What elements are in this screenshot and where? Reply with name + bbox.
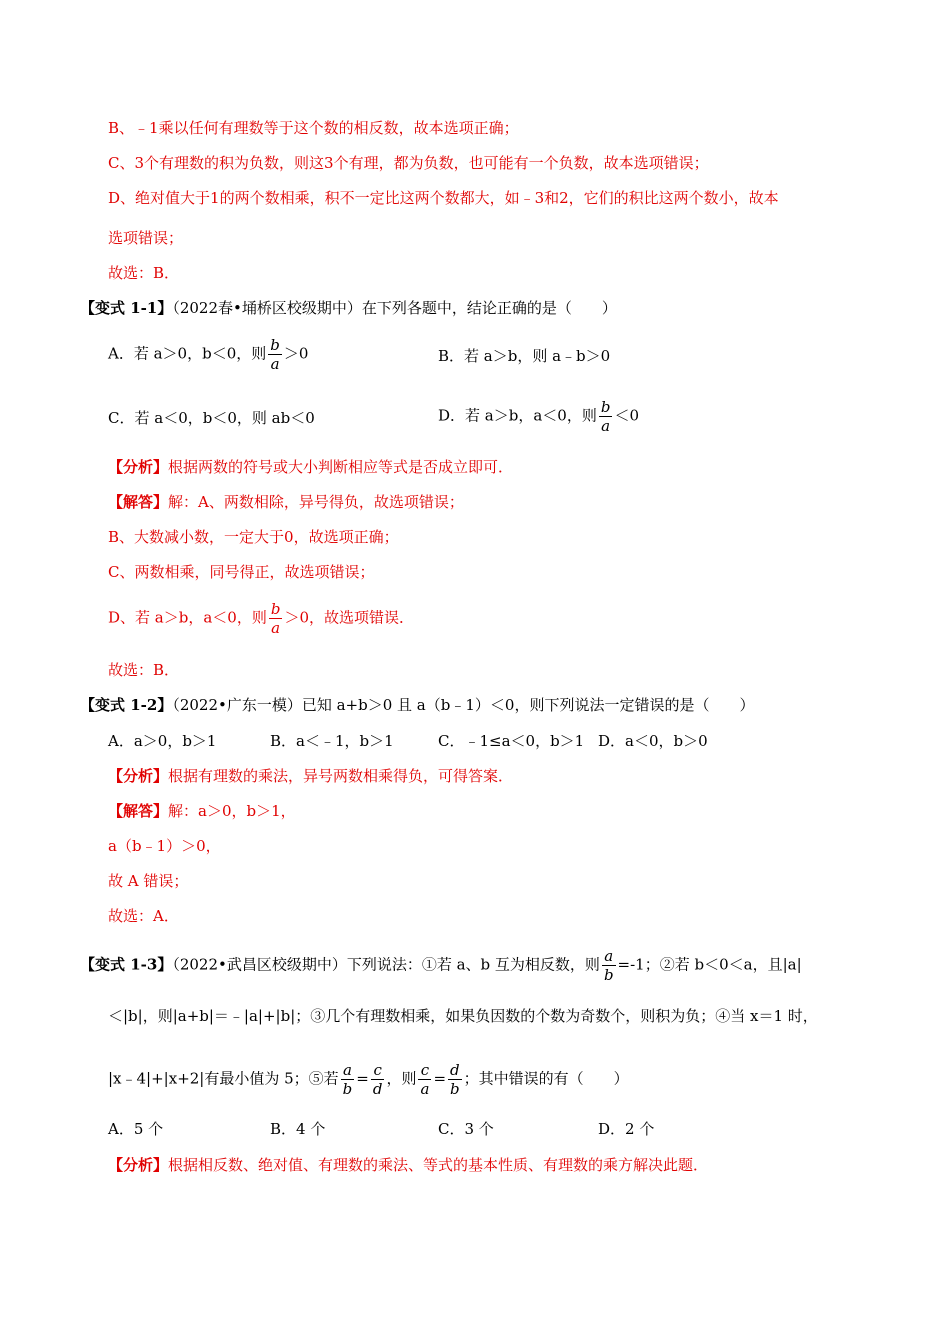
question-tag: 【变式 1-3】 xyxy=(80,955,173,974)
fraction xyxy=(602,947,616,984)
option-a: A．a＞0，b＞1 xyxy=(108,732,217,750)
option-b: B．若 a＞b，则 a﹣b＞0 xyxy=(438,347,611,365)
solution-choice: 故选：B． xyxy=(108,264,180,282)
fraction xyxy=(269,600,283,637)
answer-text: 解：a＞0，b＞1， xyxy=(168,802,296,820)
answer-choice: 故选：B． xyxy=(108,661,180,679)
analysis xyxy=(108,457,513,477)
numerator: a xyxy=(341,1061,355,1080)
question-1-1 xyxy=(80,298,617,318)
denominator: a xyxy=(420,1080,430,1098)
numerator: b xyxy=(270,600,281,618)
answer-line-b: B、大数减小数，一定大于0，故选项正确； xyxy=(108,528,399,546)
analysis xyxy=(108,766,513,786)
question-text: =-1；②若 b＜0＜a，且|a| xyxy=(617,955,802,974)
answer-text: D、若 a＞b，a＜0，则 xyxy=(108,608,267,627)
question-text: ，则 xyxy=(386,1069,417,1088)
numerator: c xyxy=(418,1061,431,1080)
option-c: C．若 a＜0，b＜0，则 ab＜0 xyxy=(108,409,315,427)
option-b: B．4 个 xyxy=(270,1120,326,1138)
option-d: D．2 个 xyxy=(598,1120,655,1138)
analysis-tag: 【分析】 xyxy=(108,458,169,476)
question-1-2 xyxy=(80,695,754,715)
option-b: B．a＜﹣1，b＞1 xyxy=(270,732,394,750)
equals-sign: = xyxy=(433,1069,447,1088)
answer xyxy=(108,492,464,512)
equals-sign: = xyxy=(356,1069,369,1088)
numerator: a xyxy=(602,947,616,966)
fraction xyxy=(448,1061,462,1098)
answer xyxy=(108,801,296,821)
answer-line: a（b﹣1）＞0， xyxy=(108,837,221,855)
numerator: d xyxy=(450,1061,460,1079)
option-d xyxy=(438,398,639,435)
analysis xyxy=(108,1155,708,1175)
answer-text: ＞0，故选项错误． xyxy=(284,608,414,627)
denominator: a xyxy=(601,417,611,435)
option-d: D．a＜0，b＞0 xyxy=(598,732,708,750)
option-c: C．3 个 xyxy=(438,1120,494,1138)
fraction xyxy=(371,1061,385,1098)
numerator: b xyxy=(270,336,280,354)
answer-text: 解：A、两数相除，异号得负，故选项错误； xyxy=(168,493,464,511)
fraction xyxy=(599,398,613,435)
fraction xyxy=(268,336,282,373)
denominator: b xyxy=(603,966,614,984)
denominator: d xyxy=(372,1080,383,1098)
option-a: A．5 个 xyxy=(108,1120,164,1138)
option-a xyxy=(108,336,308,373)
denominator: b xyxy=(450,1080,460,1098)
answer-line-d xyxy=(108,600,414,637)
answer-line: 故 A 错误； xyxy=(108,872,189,890)
question-text: |x﹣4|+|x+2|有最小值为 5；⑤若 xyxy=(108,1069,339,1088)
analysis-text: 根据两数的符号或大小判断相应等式是否成立即可． xyxy=(168,458,514,476)
question-text: ＜|b|，则|a+b|＝﹣|a|+|b|；③几个有理数相乘，如果负因数的个数为奇数个，则积为负；④当 x＝1 时， xyxy=(108,1007,818,1025)
solution-line-d: D、绝对值大于1的两个数相乘，积不一定比这两个数都大，如﹣3和2，它们的积比这两个数小，故本 xyxy=(108,189,779,207)
question-source: （2022春•埇桥区校级期中）在下列各题中，结论正确的是（ ） xyxy=(172,299,617,317)
answer-tag: 【解答】 xyxy=(108,493,169,511)
answer-line-c: C、两数相乘，同号得正，故选项错误； xyxy=(108,563,375,581)
numerator: b xyxy=(600,398,611,416)
solution-line-c: C、3个有理数的积为负数，则这3个有理，都为负数，也可能有一个负数，故本选项错误； xyxy=(108,154,709,172)
option-text: ＞0 xyxy=(283,344,309,363)
denominator: b xyxy=(342,1080,353,1098)
answer-tag: 【解答】 xyxy=(108,802,169,820)
numerator: c xyxy=(371,1061,385,1080)
question-text: （2022•武昌区校级期中）下列说法：①若 a、b 互为相反数，则 xyxy=(172,955,600,974)
question-text xyxy=(108,1061,629,1098)
question-1-3 xyxy=(80,947,802,984)
question-source: （2022•广东一模）已知 a+b＞0 且 a（b﹣1）＜0，则下列说法一定错误的是（ ） xyxy=(172,696,755,714)
analysis-tag: 【分析】 xyxy=(108,767,169,785)
solution-line-d-cont: 选项错误； xyxy=(108,229,184,247)
analysis-text: 根据有理数的乘法，异号两数相乘得负，可得答案． xyxy=(168,767,514,785)
option-text: A．若 a＞0，b＜0，则 xyxy=(108,344,267,363)
question-text: ；其中错误的有（ ） xyxy=(463,1069,629,1088)
question-tag: 【变式 1-1】 xyxy=(80,299,173,317)
solution-line-b: B、﹣1乘以任何有理数等于这个数的相反数，故本选项正确； xyxy=(108,119,519,137)
question-tag: 【变式 1-2】 xyxy=(80,696,173,714)
option-text: D．若 a＞b，a＜0，则 xyxy=(438,406,597,425)
fraction xyxy=(341,1061,355,1098)
analysis-tag: 【分析】 xyxy=(108,1156,169,1174)
denominator: a xyxy=(270,355,280,373)
analysis-text: 根据相反数、绝对值、有理数的乘法、等式的基本性质、有理数的乘方解决此题． xyxy=(168,1156,709,1174)
denominator: a xyxy=(271,619,281,637)
answer-choice: 故选：A． xyxy=(108,907,179,925)
option-text: ＜0 xyxy=(614,406,639,425)
fraction xyxy=(418,1061,431,1098)
option-c: C．﹣1≤a＜0，b＞1 xyxy=(438,732,585,750)
